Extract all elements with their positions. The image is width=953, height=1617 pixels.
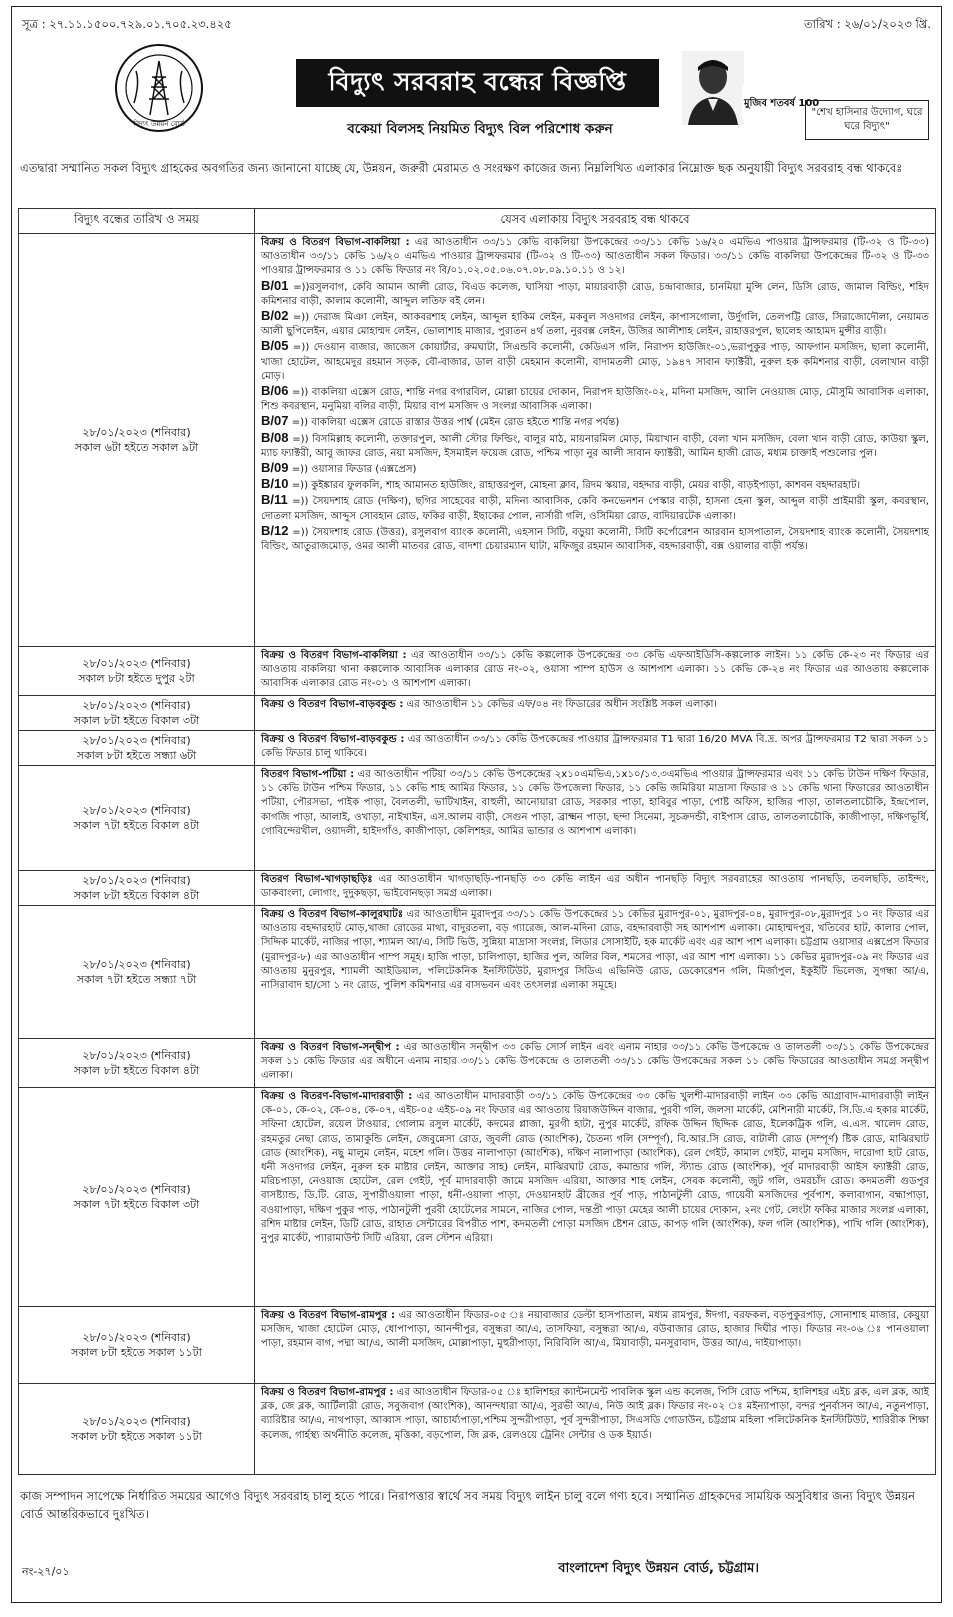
division-name: বিতরণ বিভাগ-খাগড়াছড়িঃ [261, 874, 373, 885]
feeder-code: B/06 [261, 383, 289, 399]
division-name: বিক্রয় ও বিতরণ বিভাগ-সন্দ্বীপ : [261, 1042, 400, 1053]
table-row [19, 766, 936, 871]
outage-areas-cell [255, 1307, 936, 1384]
outage-time-cell [19, 696, 255, 731]
division-name: বিক্রয় ও বিতরণ বিভাগ-বাকলিয়া : [261, 650, 407, 661]
outage-time: সকাল ৮টা হইতে বিকাল ৪টা [73, 1064, 200, 1077]
outage-date: ২৮/০১/২০২৩ (শনিবার) [82, 734, 191, 747]
areas-text: এর আওতাধীন ১১ কেভির এফ/০৪ নং ফিডারের অধীন সংশ্লিষ্ট সকল এলাকা। [406, 699, 717, 710]
feeder-item: B/12 =)) সৈয়দশাহ রোড (উত্তর), রসুলবাগ ব্যাংক কলোনী, এহসান সিটি, বড়ুয়া কলোনী, সিটি কর্পোরেশন আরবান হাসপাতাল, সৈয়দশাহ ব্যাংক কলোনী, সৈয়দশাহ বিল্ডিং, আতুরাজমোড়, ওমর আলী মাতবর রোড, বাদশা চেয়ারম্যান ঘাটা, মফিজুর রহমান আবাসিক, বহদ্দারবাড়ী, বক্স ওয়ালার বাড়ী পর্যন্ত। [261, 522, 929, 553]
feeder-code: B/09 [261, 460, 289, 476]
areas-text: এর আওতাধীন ৩৩/১১ কেভি কল্পলোক উপকেন্দ্রের ৩৩ কেভি এফআইডিসি-কল্পলোক লাইন। ১১ কেভি কে-২৩ নং ফিডার এর আওতায় বাকলিয়া থানা কল্পলোক আবাসিক এলাকার রোড নং-০২, ওয়াসা পাম্প হাউস ও আশপাশ এলাকা। ১১ কেভি কে-২৪ নং ফিডার এর আওতায় কল্পলোক আবাসিক এলাকার রোড নং-০১ ও আশপাশ এলাকা। [261, 650, 929, 690]
table-row [19, 906, 936, 1039]
areas-text: এর আওতাধীন মুরাদপুর ৩৩/১১ কেভি উপকেন্দ্রের ১১ কেভির মুরাদপুর-০১, মুরাদপুর-০৪, মুরাদপুর-০৮,মুরাদপুর ১০ নং ফিডার এর আওতায় বহদ্দারহাট মোড়,খাজা রোডের মাথা, বাদুরতলা, বড় গ্যারেজ, আল-মদিনা রোড, বহদ্দারবাড়ী সহ আশপাশ এলাকা। মোহাম্মদপুর, খতিবের হাট, কালার পোল, সিদ্দিক মার্কেট, নাজির পাড়া, শ্যামল আ/এ, সিটি ভিউ, সুন্নিয়া মাদ্রাসা সংলগ্ন, লিডার সোসাইটি, হক মার্কেট এবং এর আশ পাশ এলাকা। চট্টগ্রাম ওয়াসার এক্সপ্রেস ফিডার (মুরাদপুর-৮) এর আওতাধীন পাম্প সমূহ। হাজি পাড়া, চালিপাড়া, হাজির পুল, অলির বিল, শমসের পাড়া, এর আশ পাশ এলাকা। ১১ কেভির মুরাদপুর-০৯ নং ফিডার এর আওতায় মুনুরপুর, শ্যামলী আইডিয়াল, পলিটেকনিক ইনস্টিটিউট, মুরাদপুর সিডিএ এভিনিউ রোড, ডেকোরেশন গলি, মির্জাপুল, ইকুইটি ভিলেজ, সুগন্ধা আ/এ, নাসিরাবাদ হা/সো ১ নং রোড, পুলিশ কমিশনার এর বাসভবন এবং তৎসলগ্ন এলাকা সমূহে। [261, 909, 929, 992]
outage-time: সকাল ৮টা হইতে সন্ধ্যা ৬টা [76, 749, 197, 762]
outage-date: ২৮/০১/২০২৩ (শনিবার) [82, 1331, 191, 1344]
feeder-item: B/02 =)) দেরাজ মিঞা লেইন, আকবরশাহ লেইন, আব্দুল হাকিম লেইন, মকবুল সওদাগর লেইন, কাপাসগোলা, উর্দুগলি, তেলপট্টি রোড, সিরাজোদৌলা, নেয়ামত আলী ছুপিলেইন, এয়ার মোহাম্মদ লেইন, ভোলাশাহ মাজার, পুরাতন ৪র্থ তলা, নুরবক্স লেইন, উজির আলীশাহ লেইন, রাহাত্তরপুল, ছালেহ আহামদ মুন্সীর বাড়ী। [261, 308, 929, 338]
outage-date: ২৮/০১/২০২৩ (শনিবার) [82, 958, 191, 971]
outage-time: সকাল ৭টা হইতে বিকাল ৩টা [73, 1198, 200, 1211]
outage-time-cell [19, 1088, 255, 1307]
intro-paragraph: এতদ্বারা সম্মানিত সকল বিদ্যুৎ গ্রাহকের অবগতির জন্য জানানো যাচ্ছে যে, উন্নয়ন, জরুরী মেরামত ও সংরক্ষণ কাজের জন্য নিম্নলিখিত এলাকার নিম্নোক্ত ছক অনুযায়ী বিদ্যুৎ সরবরাহ বন্ধ থাকবেঃ [20, 161, 903, 175]
table-row [19, 647, 936, 696]
feeder-code: B/11 [261, 492, 288, 508]
feeder-code: B/01 [261, 277, 289, 293]
feeder-code: B/05 [261, 338, 289, 354]
outage-time-cell [19, 647, 255, 696]
feeder-item: B/11 =)) সৈয়দশাহ রোড (দক্ষিণ), ছগির সাহেবের বাড়ী, মদিনা আবাসিক, কেবি কনভেনশন পেস্কার বাড়ী, হাসনা হেনা স্কুল, আব্দুল বাড়ী প্রাইমারী স্কুল, কবরস্থান, দোতলা মসজিদ, আব্দুস সোবহান রোড, ফকির বাড়ী, ইছাকের পোল, নার্সারী গলি, ওসিমিয়া রোড, বাদিয়ারটেক এলাকা। [261, 492, 929, 522]
outage-time-cell [19, 906, 255, 1039]
feeder-item: B/07 =)) বাকলিয়া এক্সেস রোডে রাস্তার উত্তর পার্শ্ব (মেইন রোড হইতে শান্তি নগর পর্যন্ত) [261, 413, 620, 429]
outage-areas-cell [255, 766, 936, 871]
serial-number: নং-২৭/০১ [22, 1565, 70, 1578]
outage-time-cell [19, 871, 255, 906]
footer-note: কাজ সম্পাদন সাপেক্ষে নির্ধারিত সময়ের আগেও বিদ্যুৎ সরবরাহ চালু হতে পারে। নিরাপত্তার স্বার্থে সব সময় বিদ্যুৎ লাইন চালু বলে গণ্য হবে। সম্মানিত গ্রাহকদের সাময়িক অসুবিধার জন্য বিদ্যুৎ উন্নয়ন বোর্ড আন্তরিকভাবে দুঃখিত। [20, 1489, 916, 1521]
feeder-item: B/09 =)) ওয়াসার ফিডার (এক্সপ্রেস) [261, 460, 417, 476]
table-header-row [19, 209, 936, 234]
areas-text: এর আওতাধীন ফিডার-০৫ ঃ নয়াবাজার ডেল্টা হাসপাতাল, মধ্যম রামপুর, ঈদগা, বরফকল, বড়পুকুরপাড়, সোনাশাহ মাজার, কেয়ুয়া মসজিদ, খাজা হোটেল মোড়, ধোপাপাড়া, আনন্দীপুর, বসুন্ধরা আ/এ, তাসফিয়া, বসুন্ধরা আ/এ, বউবাজার রোড, হাজার দিঘীর পাড়। ফিডার নং-০৬ ঃ পানওয়ালা পাড়া, রহমান বাগ, পদ্মা আ/এ, আলী মসজিদ, মোল্লাপাড়া, মুহুরীপাড়া, নিরিবিলি আ/এ, মিয়াবাড়ী, মনসুরাবাদ, উত্তর আ/এ, দাইয়াপাড়া। [261, 1310, 929, 1350]
table-row [19, 731, 936, 766]
outage-time: সকাল ৮টা হইতে সকাল ১১টা [71, 1346, 202, 1359]
mujib-centenary-logo-icon [742, 85, 820, 119]
division-name: বিক্রয় ও বিতরণ বিভাগ-রামপুর : [261, 1387, 394, 1398]
outage-table [18, 208, 936, 1475]
outage-date: ২৮/০১/২০২৩ (শনিবার) [82, 426, 191, 439]
feeder-code: B/10 [261, 476, 289, 492]
mujib-logo-text: মুজিব শতবর্ষ 100 [744, 98, 820, 109]
outage-time: সকাল ৭টা হইতে সন্ধ্যা ৭টা [76, 973, 197, 986]
outage-date: ২৮/০১/২০২৩ (শনিবার) [82, 699, 191, 712]
outage-time: সকাল ৮টা হইতে সকাল ১১টা [71, 1430, 202, 1443]
outage-areas-cell [255, 871, 936, 906]
outage-areas-cell [255, 696, 936, 731]
outage-date: ২৮/০১/২০২৩ (শনিবার) [82, 1049, 191, 1062]
outage-areas-cell [255, 731, 936, 766]
areas-text: এর আওতাধীন সন্দ্বীপ ৩৩ কেভি সোর্স লাইন এবং এনাম নাহার ৩৩/১১ কেভি উপকেন্দ্রে ও তালতলী ৩৩/১১ কেভি উপকেন্দ্রের সকল ১১ কেভি ফিডার এর অধীনে এনাম নাহার ৩৩/১১ কেভি উপকেন্দ্রে ও তালতলী ৩৩/১১ কেভি উপকেন্দ্রের সকল ১১ কেভি ফিডারের আওতাধীন সমগ্র সন্দ্বীপ এলাকা। [261, 1042, 929, 1082]
division-name: বিতরণ বিভাগ-পটিয়া : [261, 769, 355, 780]
division-name: বিক্রয় ও বিতরণ-বিভাগ-মাদারবাড়ী : [261, 1091, 413, 1102]
outage-areas-cell [255, 1384, 936, 1475]
reference-number: সূত্র : ২৭.১১.১৫০০.৭২৯.০১.৭০৫.২৩.৪২৫ [22, 17, 232, 31]
issuer-signature: বাংলাদেশ বিদ্যুৎ উন্নয়ন বোর্ড, চট্টগ্রাম। [558, 1561, 759, 1576]
areas-text: এর আওতাধীন মাদারবাড়ী ৩৩/১১ কেভি উপকেন্দ্রের ৩৩ কেভি খুলশী-মাদারবাড়ী লাইন ৩৩ কেভি আগ্রাবাদ-মাদারবাড়ী লাইন কে-০১, কে-০২, কে-০৪, কে-০৭, এইচ-০৫ এইচ-০৯ নং ফিডার এর আওতায় রিয়াজউদ্দিন বাজার, পুরবী গলি, জলসা মার্কেট, মেশিনারী মার্কেট, সি.ডি.এ হকার মার্কেট, সফিনা হোটেল, রয়েল টাওয়ার, গোলাম রসুল মার্কেট, কদমের প্লাজা, মুরগী হাটা, নুপুর মার্কেট, রফিক উদ্দিন ছিদ্দিক রোড, ইলেকট্রিক গলি, এ.এস. খালেদ রোড, রহমতুর নেছা রোড, তামাকুন্ডি লেইন, জেবুন্নেসা রোড, জুবলী রোড (আংশিক), চৈতন্য গলি (সম্পূর্ণ), বি.আর.সি রোড, বাটালী রোড (সম্পূর্ণ) ষ্টিক রোড, মাঝিরঘাট রোড (আংশিক), নছু মালুম লেইন, মহেশ গলি। উত্তর নালাপাড়া (আংশিক), দক্ষিণ নালাপাড়া (আংশিক), রেল গেইট, কামাল গেইট, মালুম মসজিদ, দারোগা হাট রোড, ধনী সওদাগর লেইন, নুরুল হক মাষ্টার লেইন, আক্তার সাহ) লেইন, মাঝিরঘাট রোড, কমান্ডার গলি, স্ট্যান্ড রোড (আংশিক), পূর্ব মাদারবাড়ী আইস ফ্যাক্টরী রোড, মরিচপাড়া, নেওয়াজ হোটেল, রেল গেইট, পূর্ব মাদারবাড়ী জামে মসজিদ এরিয়া, আক্তার শাহ লেইন, সেবক কলোনী, জুট গলি, ওমরচাঁদ রোড। কদমতলী গুডপুর বাসষ্ট্যান্ড, ডি.টি. রোড, সুপারীওয়ালা পাড়া, ধনী-ওয়ালা পাড়া, দেওয়ানহাট ব্রীজের পূর্ব পাড়, পাঠানটুলী রোড, গায়েবী মসজিদের পূর্বপাশ, কলাবাগান, বহ্মাপাড়া, বওয়াপাড়া, দক্ষিণ পুকুর পাড়, পাঠানটুলী পুরবী হোটেলের সামনে, নাজির পোল, দন্তপ্রী পাড়া মেহের আলী চায়ের দোকান, ২নং গেট, লেংটা ফকির মাজার সংলগ্ন এলাকা, রশিদ মাষ্টার লেইন, ডিটি রোড, রাহাত সেন্টারের বিপরীত পাশ, কদমতলী পোড়া মসজিদ ষ্টেশন রোড, কাপড় গলি (আংশিক), ফল গলি (আংশিক), পাখি গলি (আংশিক), নুপুর মার্কেট, প্যারামাউন্ট সিটি এরিয়া, রেল স্টেশন এরিয়া। [261, 1091, 930, 1245]
outage-time: সকাল ৮টা হইতে বিকাল ৩টা [73, 714, 200, 727]
outage-areas-cell [255, 647, 936, 696]
feeder-item: B/01 =))রসুলবাগ, কেবি আমান আলী রোড, বিএড কলেজ, ঘাসিয়া পাড়া, মায়ারবাড়ী রোড, চন্দ্রাবাজার, চানমিয়া মুন্সি লেন, ডিসি রোড, জামাল বিল্ডিং, শহিদ কমিশনার বাড়ী, কালাম কলোনী, আব্দুল লতিফ বই লেন। [261, 277, 929, 307]
outage-areas-cell [255, 1088, 936, 1307]
division-name: বিক্রয় ও বিতরণ বিভাগ-বাকলিয়া : [261, 237, 410, 248]
areas-text: এর আওতাধীন ৩৩/১১ কেভি উপকেন্দ্রের পাওয়ার ট্রান্সফরমার T1 দ্বারা 16/20 MVA বি.দ্র. অপর ট্রান্সফরমার T2 দ্বারা সকল ১১ কেভি ফিডার চালু থাকিবে। [261, 734, 929, 760]
table-row [19, 1039, 936, 1088]
logo-text: বিদ্যুৎ উন্নয়ন বোর্ড [133, 120, 185, 128]
portrait-icon [682, 51, 744, 125]
feeder-item: B/05 =)) দেওয়ান বাজার, জাজেস কোয়ার্টার, রুমঘাটা, সিএন্ডবি কলোনী, কেডিএস গলি, নিরাপদ হাউজিং-০১,ভরাপুকুর পাড়, আফগান মসজিদ, ছালা কলোনী, খাজা হোটেল, আহমেদুর রহমান সড়ক, বৌ-বাজার, ডাল বাড়ী মেহমান কলোনী, বাদামতলী মোড়, ১৯৪৭ সাবান ফ্যাক্টরী, নুরুল হক কমিশনার বাড়ী, বেলাখান বাড়ী মোড়। [261, 338, 929, 382]
outage-date: ২৮/০১/২০২৩ (শনিবার) [82, 1415, 191, 1428]
column-header-datetime: বিদ্যুৎ বন্ধের তারিখ ও সময় [19, 209, 255, 234]
division-name: বিক্রয় ও বিতরণ বিভাগ-বাড়বকুন্ড : [261, 734, 405, 745]
outage-date: ২৮/০১/২০২৩ (শনিবার) [82, 657, 191, 670]
areas-text: এর আওতাধীন খাগড়াছড়ি-পানছড়ি ৩৩ কেভি লাইন এর অধীন পানছড়ি বিদ্যুৎ সরবরাহের আওতায় পানছড়ি, তবলছড়ি, তাইন্দং, ডাকবাংলা, লোগাং, দুদুকছড়া, ভাইবোনছড়া সমগ্র এলাকা। [261, 874, 929, 900]
feeder-code: B/07 [261, 413, 289, 429]
outage-date: ২৮/০১/২০২৩ (শনিবার) [82, 1183, 191, 1196]
division-name: বিক্রয় ও বিতরণ বিভাগ-বাড়বকুন্ড : [261, 699, 404, 710]
outage-time-cell [19, 731, 255, 766]
outage-time: সকাল ৮টা হইতে দুপুর ২টা [78, 672, 195, 685]
feeder-code: B/08 [261, 429, 289, 445]
table-row [19, 1384, 936, 1475]
outage-time-cell [19, 1384, 255, 1475]
outage-date: ২৮/০১/২০২৩ (শনিবার) [82, 804, 191, 817]
page-title: বিদ্যুৎ সরবরাহ বন্ধের বিজ্ঞপ্তি [296, 59, 659, 107]
outage-areas-cell [255, 1039, 936, 1088]
table-row [19, 1088, 936, 1307]
outage-time: সকাল ৮টা হইতে বিকাল ৪টা [73, 889, 200, 902]
page-subtitle: বকেয়া বিলসহ নিয়মিত বিদ্যুৎ বিল পরিশোধ করুন [347, 121, 613, 137]
areas-text: এর আওতাধীন ৩৩/১১ কেভি বাকলিয়া উপকেন্দ্রের ৩৩/১১ কেভি ১৬/২০ এমভিএ পাওয়ার ট্রান্সফরমার (টি-৩২ ও টি-৩৩) আওতাধীন ৩৩/১১ কেভি ১৬/২০ এমভিএ পাওয়ার ট্রান্সফরমার (টি-৩২ ও টি-৩৩) আওতাধীন সকল ফিডার। ৩৩/১১ কেভি বাকলিয়া উপকেন্দ্রের টি-৩২ ও টি-৩৩ পাওয়ার ট্রান্সফরমার ও ১১ কেভি ফিডার নং বি/০১.০২.০৫.০৬.০৭.০৮.০৯.১০.১১ ও ১২। [261, 237, 930, 277]
column-header-areas: যেসব এলাকায় বিদ্যুৎ সরবরাহ বন্ধ থাকবে [255, 209, 936, 234]
division-name: বিক্রয় ও বিতরণ বিভাগ-রামপুর : [261, 1310, 396, 1321]
areas-text: এর আওতাধীন ফিডার-০৫ ঃ হালিশহর ক্যান্টনমেন্ট পাবলিক স্কুল এন্ড কলেজ, পিসি রোড পশ্চিম, হালিশহর এইচ ব্লক, এল ব্লক, আই ব্লক, জে ব্লক, আর্টিলারী রোড, সবুজবাগ (আংশিক), আনন্দধারা আ/এ, সুরভী আ/এ, নিউ আই ব্লক। ফিডার নং-০২ ঃ মইন্যাপাড়া, বন্দর পুনর্বাসন আ/এ, নতুনপাড়া, ব্যারিষ্টার আ/এ, নাথপাড়া, আব্বাস পাড়া, আচার্য্যপাড়া,পশ্চিম সুন্দরীপাড়া, পূর্ব সুন্দরীপাড়া, সিএসডি গোডাউন, চট্টগ্রাম মহিলা পলিটেকনিক ইনস্টিটিউট, শারিরীক শিক্ষা কলেজ, গার্হস্থ্য অর্থনীতি কলেজ, মৃত্তিকা, বড়পোল, জি ব্লক, রেলওয়ে ট্রেনিং সেন্টার ও ডক ইয়ার্ড। [261, 1387, 929, 1441]
outage-areas-cell [255, 906, 936, 1039]
feeder-item: B/06 =)) বাকলিয়া এক্সেস রোড, শান্তি নগর বগারবিল, মোল্লা চায়ের দোকান, নিরাপদ হাউজিং-০২, মদিনা মসজিদ, আলি নেওয়াজ মোড়, মৌসুমি আবাসিক এলাকা, শিশু কবরস্থান, মনুমিয়া বলির বাড়ী, মিয়ার বাপ মসজিদ ও সংলগ্ন আবাসিক এলাকা। [261, 383, 929, 413]
bpdb-logo-icon [114, 43, 204, 133]
areas-text: এর আওতাধীন পটিয়া ৩৩/১১ কেভি উপকেন্দ্রের ২x১০এমভিএ,১x১০/১৩.৩এমভিএ পাওয়ার ট্রান্সফরমার এবং ১১ কেভি টাউন দক্ষিণ ফিডার, ১১ কেভি টাউন পশ্চিম ফিডার, ১১ কেভি শাহ আমির ফিডার, ১১ কেভি উপজেলা ফিডার, ১১ কেভি জমিরিয়া মাদ্রাসা ফিডার ও ১১ কেভি থানা ফিডারের আওতাধীন পটিয়া, পৌরসভা, পাইক পাড়া, বৈলতলী, ভাটিখাইন, বাহুলী, আনোয়ারা রোড, সরকার পাড়া, হাবিবুর পাড়া, পোষ্ট অফিস, হাজির পাড়া, তালতলাচৌকি, ইন্দ্রপোল, কাগজি পাড়া, আলাই, ওখাড়া, নাইখাইন, এস.আলম বাড়ী, সেগুন পাড়া, ব্রাক্ষ্মন পাড়া, ছন্দা সিনেমা, সুচক্রদন্ডী, বাইপাস রোড, তালতলাচৌকি, কাজীপাড়া, দক্ষিণভূর্ষি, গোবিন্দেরখীল, ওয়াদলী, হাইদগাঁও, কাজীপাড়া, কেলিশহর, আমির ভান্ডার ও আশপাশ এলাকা। [261, 769, 929, 837]
outage-date: ২৮/০১/২০২৩ (শনিবার) [82, 874, 191, 887]
feeder-item: B/10 =)) কুইঙ্কারব ফুলকলি, শাহ আমানত হাউজিং, রাহাত্তরপুল, মোহনা ক্লাব, রিদম স্কয়ার, বহদ্দার বাড়ী, মেয়র বাড়ী, বাড়ইপাড়া, কাশবন বহদ্দারহাট। [261, 476, 861, 492]
feeder-item: B/08 =)) বিসমিল্লাহ কলোনী, তক্তারপুল, আলী স্টোর ফিল্ডিং, বালুর মাঠ, মায়নারমিল মোড়, মিয়াখান বাড়ী, বেলা খান মসজিদ, বেলা খান বাড়ী রোড, কাউয়া স্কুল, ম্যাচ ফ্যাক্টরী, আবু জাফর রোড, নয়া মসজিদ, ইসমাইল ফয়েজ রোড, পশ্চিম পাড়া নুর আলী সাবান ফ্যাক্টরী, আমিন হাজী রোড, মধ্যম চাক্তাই পশুলোর পুল। [261, 429, 929, 459]
outage-areas-cell [255, 234, 936, 647]
notice-page [11, 6, 942, 1603]
outage-time-cell [19, 1307, 255, 1384]
outage-time: সকাল ৬টা হইতে সকাল ৯টা [74, 441, 199, 454]
outage-time-cell [19, 234, 255, 647]
division-name: বিক্রয় ও বিতরণ বিভাগ-কালুরঘাটঃ [261, 909, 404, 920]
outage-time-cell [19, 766, 255, 871]
table-row [19, 1307, 936, 1384]
table-row [19, 871, 936, 906]
feeder-code: B/02 [261, 308, 289, 324]
outage-time: সকাল ৭টা হইতে বিকাল ৪টা [73, 819, 200, 832]
notice-date: তারিখ : ২৬/০১/২০২৩ খ্রি. [803, 17, 931, 31]
feeder-code: B/12 [261, 522, 289, 538]
outage-time-cell [19, 1039, 255, 1088]
slogan-box: "শেখ হাসিনার উদ্যোগ, ঘরে ঘরে বিদ্যুৎ" [805, 100, 929, 140]
table-row [19, 696, 936, 731]
table-row [19, 234, 936, 647]
